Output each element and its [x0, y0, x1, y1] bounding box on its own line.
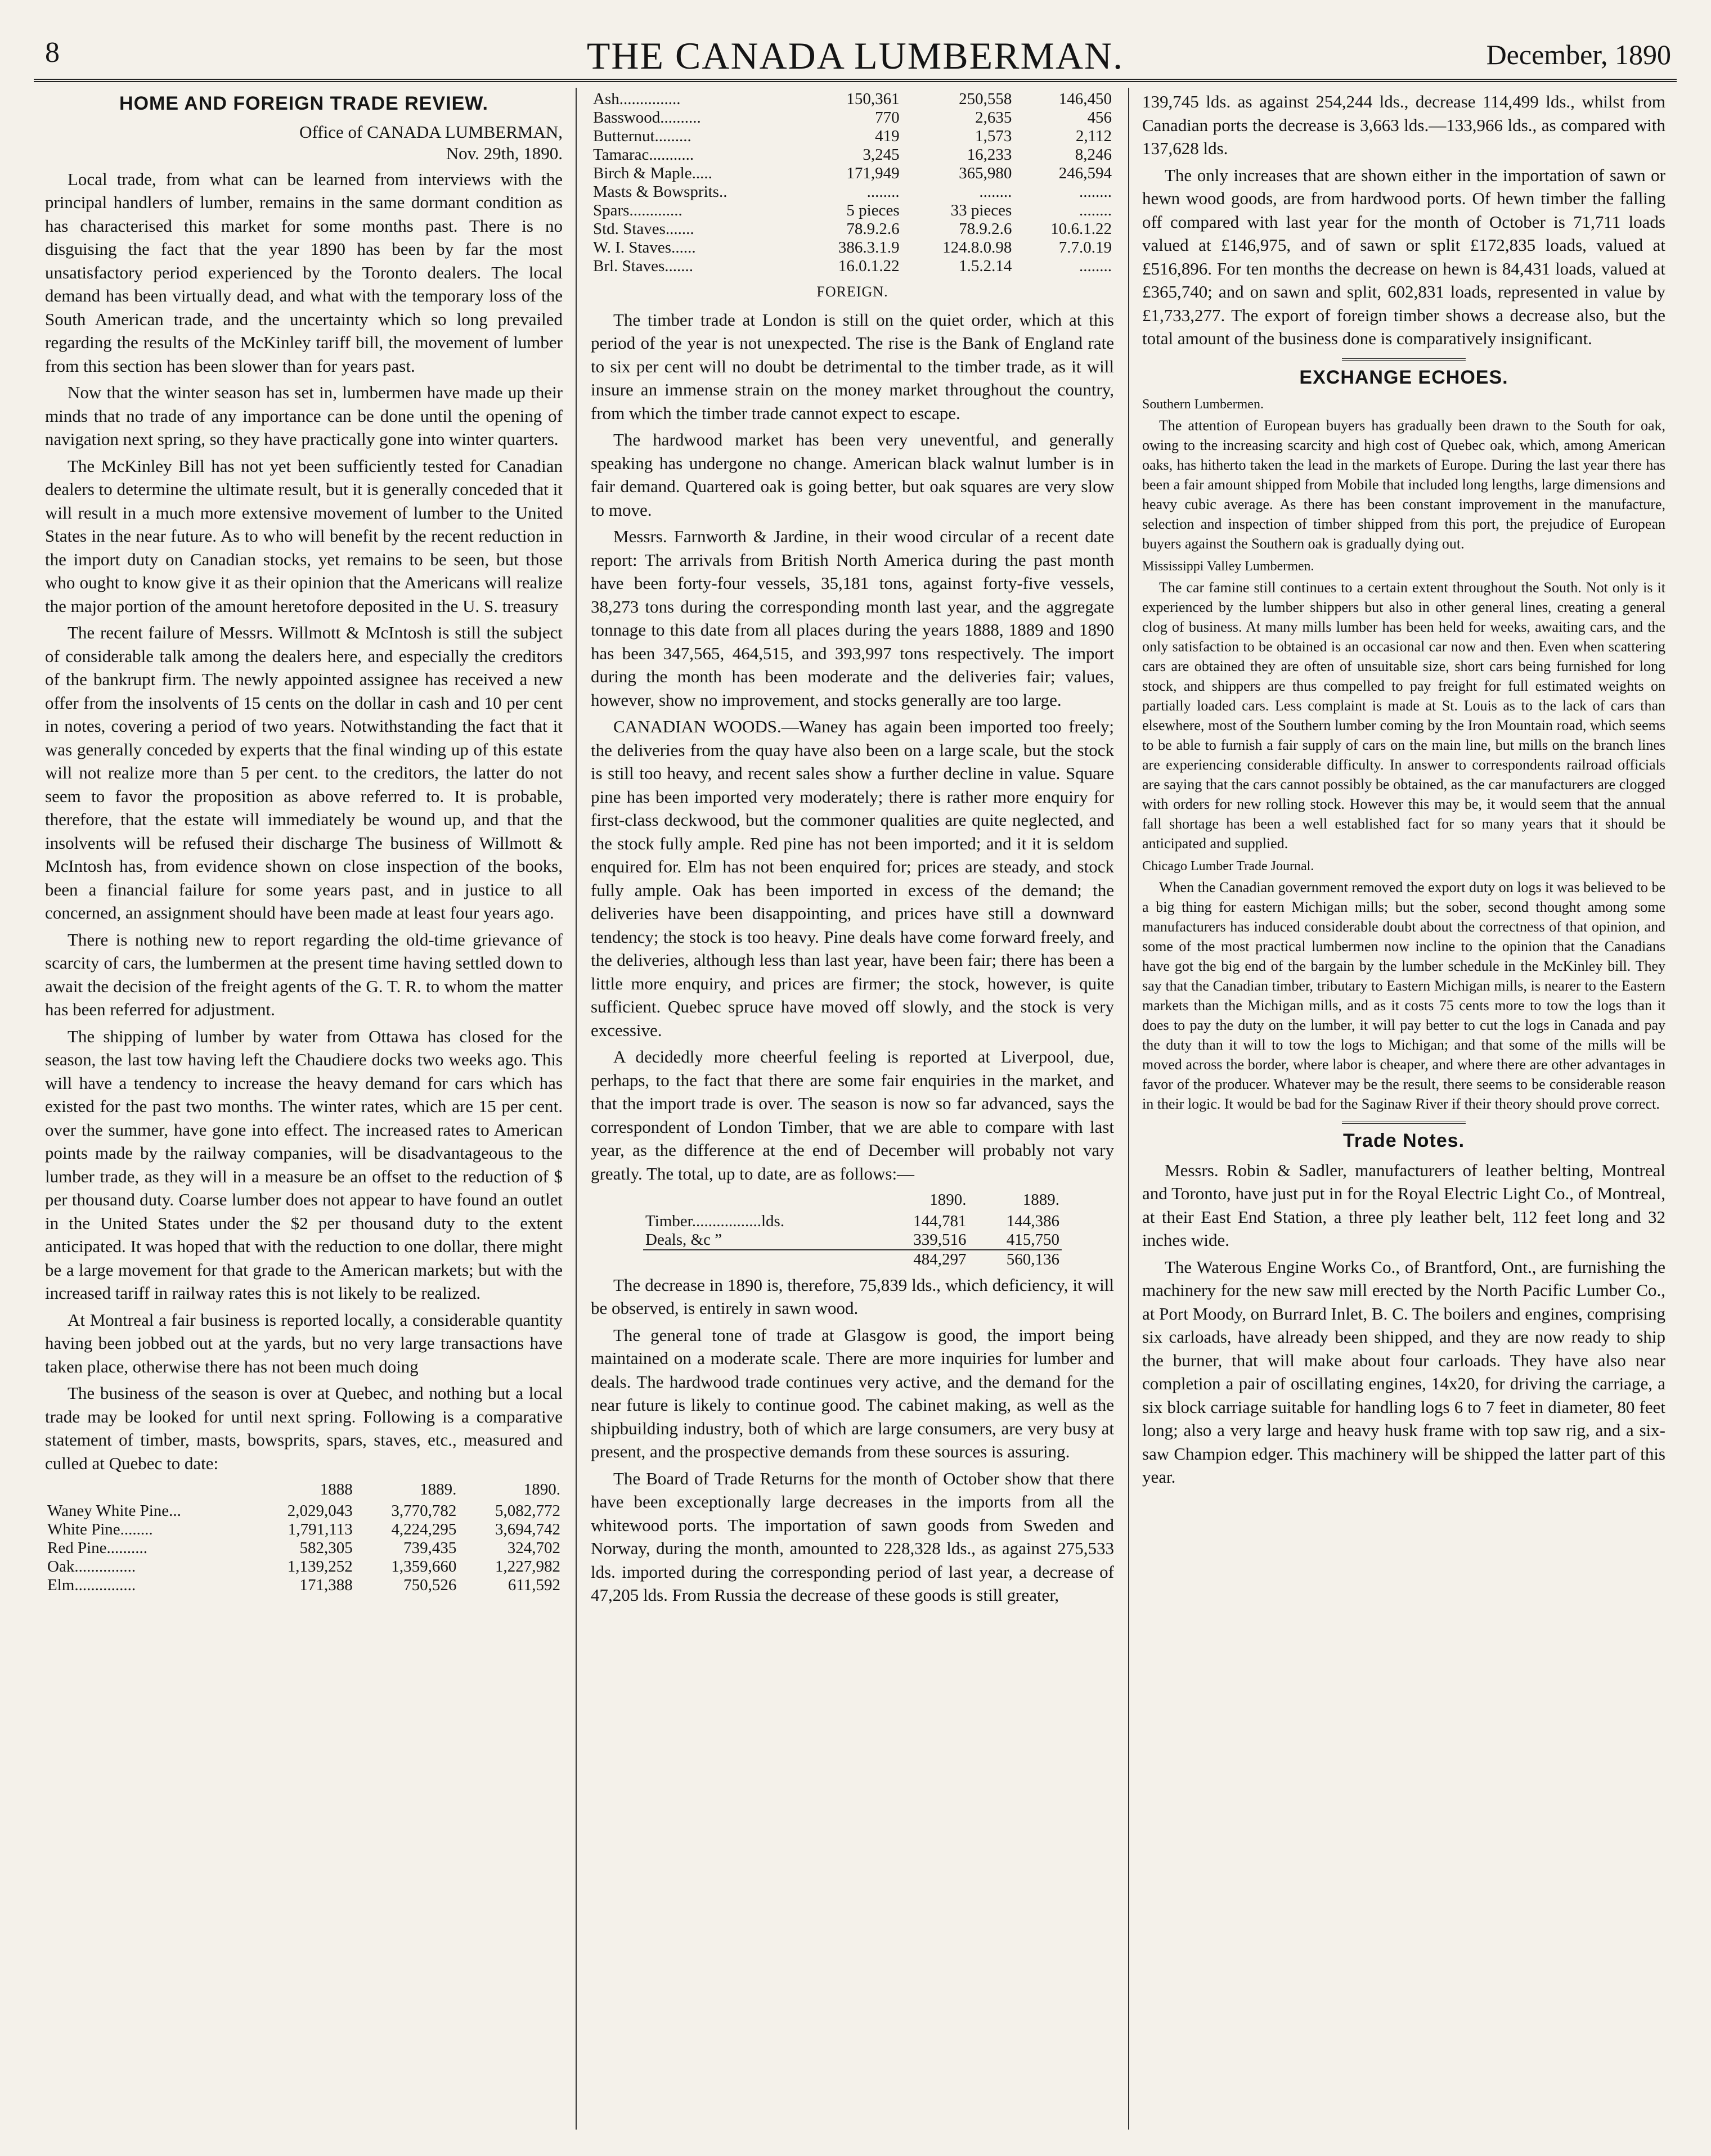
table-row: Timber.................lds. 144,781 144,386	[645, 1212, 1059, 1230]
table-header-row: 1890. 1889.	[929, 1191, 1059, 1209]
newspaper-title: THE CANADA LUMBERMAN.	[586, 34, 1124, 77]
section-heading-foreign: FOREIGN.	[816, 283, 888, 300]
paragraph: The decrease in 1890 is, therefore, 75,839 lds., which deficiency, it will be observed, is entirely in sawn wood.	[591, 1275, 1114, 1318]
paragraph: The recent failure of Messrs. Willmott & McIntosh is still the subject of considerable talk among the dealers here, and especially the creditors of the bankrupt firm. The newly appointed assignee has received a new offer from the insolvents of 15 cents on the dollar in cash and 10 per cent in notes, covering a period of two years. Notwithstanding the fact that it was generally conceded by experts that the final winding up of this estate will not realize more than 5 per cent. to the creditors, the latter do not seem to favor the proposition as above referred to. It is probable, therefore, that the estate will immediately be wound up, and that the insolvents will be refused their discharge The business of Willmott & McIntosh has, from evidence shown on close inspection of the books, been a financial failure for some years past, and in justice to all concerned, an assignment should have been made at least four years ago.	[45, 623, 563, 922]
paragraph: The business of the season is over at Quebec, and nothing but a local trade may be looked for until next spring. Following is a comparative statement of timber, masts, bowsprits, spars, staves, etc., measured and culled at Quebec to date:	[45, 1383, 563, 1473]
table-row: Basswood.......... 770 2,635 456	[593, 109, 1112, 127]
paragraph: At Montreal a fair business is reported locally, a considerable quantity having been jobbed out at the yards, but no very large transactions have taken place, otherwise there has not been much doing	[45, 1309, 563, 1376]
table-header-row: 1888 1889. 1890.	[320, 1480, 560, 1498]
page-number: 8	[45, 37, 60, 69]
column-rule	[576, 88, 577, 2130]
column-rule	[1128, 88, 1129, 2130]
paragraph: A decidedly more cheerful feeling is reported at Liverpool, due, perhaps, to the fact that there are some fair enquiries in the market, and that the import trade is over. The season is now so far advanced, says the correspondent of London Timber, that we are able to compare with last year, as the difference at the end of December will probably not vary greatly. The total, up to date, are as follows:—	[591, 1047, 1114, 1183]
table-row: Spars............. 5 pieces 33 pieces ........	[593, 201, 1112, 219]
source-label: Southern Lumbermen.	[1142, 397, 1264, 412]
paragraph: When the Canadian government removed the export duty on logs it was believed to be a big thing for eastern Michigan mills; but the sober, second thought among some manufacturers has induced considerable doubt about the correctness of that opinion, and some of the most practical lumbermen now incline to the opinion that the Canadians have got the big end of the bargain by the lumber schedule in the McKinley bill. They say that the Canadian timber, tributary to Eastern Michigan mills, is nearer to the Eastern markets than the Michigan mills, and as it costs 75 cents more to tow the logs than it does to pay the duty on the lumber, it will pay better to cut the logs in Canada and pay the duty than it will to tow the logs to Michigan; and that some of the mills will be moved across the border, where labor is cheaper, and where there are other advantages in favor of the producer. Whatever may be the result, there seems to be considerable reason in their logic. It would be bad for the Saginaw River if their theory should prove correct.	[1142, 879, 1665, 1112]
paragraph: Now that the winter season has set in, lumbermen have made up their minds that no trade of any importance can be done until the opening of navigation next spring, so they have practically gone into winter quarters.	[45, 382, 563, 449]
paragraph: The attention of European buyers has gradually been drawn to the South for oak, owing to the increasing scarcity and high cost of Quebec oak, which, among American oaks, has hitherto taken the lead in the markets of Europe. During the last year there has been a fair amount shipped from Mobile that included long lengths, large dimensions and heavy cubic average. As there has been constant improvement in the manufacture, selection and inspection of timber shipped from this port, the prejudice of European buyers against the Southern oak is gradually dying out.	[1142, 417, 1665, 552]
paragraph: CANADIAN WOODS.—Waney has again been imported too freely; the deliveries from the quay have also been on a large scale, but the stock is still too heavy, and recent sales show a further decline in value. Square pine has been imported very moderately; there is rather more enquiry for first-class deckwood, but the commoner qualities are quite neglected, and the stock fully ample. Red pine has not been imported; and it it is seldom enquired for. Elm has not been enquired for; prices are steady, and stock fully ample. Oak has been imported in excess of the demand; the deliveries have been disappointing, and prices have still a downward tendency; the stock is too heavy. Pine deals have come forward freely, and the deliveries, although less than last year, have been fair; there has been a little more enquiry, and prices are firmer; the stock, however, is quite sufficient. Quebec spruce have moved off slowly, and the stock is very excessive.	[591, 717, 1114, 1040]
paragraph: The shipping of lumber by water from Ottawa has closed for the season, the last tow having left the Chaudiere docks two weeks ago. This will have a tendency to increase the heavy demand for cars which has existed for the past two months. The winter rates, which are 15 per cent. over the summer, have gone into effect. The increased rates to American points made by the railway companies, will be disadvantageous to the lumber trade, as they will in a measure be an offset to the reduction of $ per thousand duty. Coarse lumber does not appear to have found an outlet in the United States under the $2 per thousand duty to the extent anticipated. It was hoped that with the reduction to one dollar, there might be a large movement for that grade to the American markets; but with the increased tariff in railway rates this is not likely to be realized.	[45, 1026, 563, 1303]
paragraph: There is nothing new to report regarding the old-time grievance of scarcity of cars, the lumbermen at the present time having settled down to await the decision of the freight agents of the G. T. R. to whom the matter has been referred for adjustment.	[45, 929, 563, 1019]
issue-date: December, 1890	[1486, 39, 1671, 70]
section-heading-exchange: EXCHANGE ECHOES.	[1299, 366, 1508, 388]
table-row: Elm............... 171,388 750,526 611,592	[47, 1576, 560, 1594]
section-heading-trade-notes: Trade Notes.	[1342, 1130, 1465, 1151]
office-dateline: Office of CANADA LUMBERMAN, Nov. 29th, 1890.	[299, 121, 563, 163]
table-row: Waney White Pine... 2,029,043 3,770,782 5,082,772	[47, 1501, 560, 1520]
paragraph: The only increases that are shown either in the importation of sawn or hewn wood goods, are from hardwood ports. Of hewn timber the falling off compared with last year for the month of October is 71,711 loads valued at £146,975, and of sawn or split £172,835 loads, valued at £516,896. For ten months the decrease on hewn is 84,431 loads, valued at £365,740; and on sawn and split, 602,831 loads, represented in value by £1,733,277. The export of foreign timber shows a decrease also, but the total amount of the business done is comparatively insignificant.	[1142, 165, 1665, 348]
table-row: Birch & Maple..... 171,949 365,980 246,594	[593, 164, 1112, 182]
table-row: White Pine........ 1,791,113 4,224,295 3,694,742	[47, 1520, 560, 1538]
quebec-statement-table-continued	[591, 90, 1114, 276]
exchange-echoes	[1142, 395, 1665, 1114]
paragraph: The McKinley Bill has not yet been sufficiently tested for Canadian dealers to determine the ultimate result, but it is generally conceded that it will result in a much more extensive movement of lumber to the United States in the near future. As to who will benefit by the recent reduction in the import duty on Canadian stocks, yet remains to be seen, but those who ought to know give it as their opinion that the Americans will realize the major portion of the amount heretofore deposited in the U. S. treasury	[45, 456, 563, 616]
section-divider	[1342, 358, 1466, 361]
paragraph: Local trade, from what can be learned from interviews with the principal handlers of lumber, remains in the same dormant condition as has characterised this market for some months past. There is no disguising the fact that the year 1890 has been by far the most unsatisfactory period experienced by the Toronto dealers. The local demand has been virtually dead, and what with the temporary loss of the South American trade, and the uncertainty which so long prevailed regarding the results of the McKinley tariff bill, the movement of lumber from this section has been slower than for years past.	[45, 169, 563, 376]
table-total-row: 484,297 560,136	[643, 1250, 1062, 1269]
table-row: Masts & Bowsprits.. ........ ........ ........	[593, 183, 1112, 201]
table-row: Std. Staves....... 78.9.2.6 78.9.2.6 10.6.1.22	[593, 220, 1112, 238]
section-divider	[1342, 1122, 1466, 1124]
table-row: Ash............... 150,361 250,558 146,450	[593, 90, 1112, 108]
table-row: Butternut......... 419 1,573 2,112	[593, 127, 1112, 145]
table-row: W. I. Staves...... 386.3.1.9 124.8.0.98 7.7.0.19	[593, 238, 1112, 256]
paragraph: The hardwood market has been very uneventful, and generally speaking has undergone no change. American black walnut lumber is in fair demand. Quartered oak is going better, but oak squares are very slow to move.	[591, 430, 1114, 520]
column-1	[45, 90, 563, 2126]
table-row: Tamarac........... 3,245 16,233 8,246	[593, 146, 1112, 164]
table-row: Oak............... 1,139,252 1,359,660 1,227,982	[47, 1557, 560, 1576]
quebec-statement-table	[45, 1478, 563, 1595]
paragraph: The Board of Trade Returns for the month of October show that there have been exceptionally large decreases in the imports from all the whitewood ports. The importation of sawn goods from Sweden and Norway, during the month, amounted to 228,328 lds., as against 275,533 lds. imported during the corresponding period of last year, a decrease of 47,205 lds. From Russia the decrease of these goods is still greater,	[591, 1468, 1114, 1605]
liverpool-totals-table	[643, 1189, 1062, 1269]
paragraph: 139,745 lds. as against 254,244 lds., decrease 114,499 lds., whilst from Canadian ports the decrease is 3,663 lds.—133,966 lds., as compared with 137,628 lds.	[1142, 92, 1665, 158]
source-label: Mississippi Valley Lumbermen.	[1142, 559, 1314, 574]
paragraph: Messrs. Farnworth & Jardine, in their wood circular of a recent date report: The arrivals from British North America during the past month have been forty-four vessels, 35,181 tons, against forty-five vessels, 38,273 tons during the corresponding month last year, and the aggregate tonnage to this date from all places during the years 1888, 1889 and 1890 has been 347,565, 464,515, and 393,997 tons respectively. The import during the month has been moderate and the deliveries fair; values, however, show no improvement, and stocks generally are too large.	[591, 526, 1114, 710]
paragraph: The timber trade at London is still on the quiet order, which at this period of the year is not unexpected. The rise is the Bank of England rate to six per cent will no doubt be detrimental to the timber trade, as it will insure an immense strain on the money market throughout the country, from which the timber trade cannot expect to escape.	[591, 309, 1114, 423]
paragraph: The car famine still continues to a certain extent throughout the South. Not only is it experienced by the lumber shippers but also in other general lines, creating a general clog of business. At many mills lumber has been held for weeks, awaiting cars, and the only satisfaction to be obtained is an occasional car now and then. Even when scattering cars are obtained they are often of unsuitable size, short cars being furnished for long stock, and shippers are thus compelled to pay freight for full estimated weights on partially loaded cars. Less complaint is made at St. Louis as to the lack of cars than elsewhere, most of the Southern lumber coming by the Iron Mountain road, which seems to be able to furnish a fair supply of cars on the main line, but mills on the branch lines are experiencing considerable difficulty. In answer to correspondents railroad officials are saying that the cars cannot possibly be obtained, as the car manufacturers are clogged with orders for new rolling stock. However this may be, it would seem that the annual fall shortage has been a well established fact for so many years that it should be anticipated and supplied.	[1142, 579, 1665, 852]
paragraph: The Waterous Engine Works Co., of Brantford, Ont., are furnishing the machinery for the new saw mill erected by the North Pacific Lumber Co., at Port Moody, on Burrard Inlet, B. C. The boilers and engines, comprising six carloads, have already been shipped, and they are now ready to ship the burner, that will make about four carloads. They have also near completion a pair of oscillating engines, 14x20, for driving the carriage, a six block carriage suitable for handling logs 6 to 7 feet in diameter, 80 feet long; also a very large and heavy husk frame with top saw rig, and a six-saw Champion edger. This machinery will be shipped the latter part of this year.	[1142, 1257, 1665, 1487]
paragraph: The general tone of trade at Glasgow is good, the import being maintained on a moderate scale. There are more inquiries for lumber and deals. The hardwood trade continues very active, and the demand for the near future is likely to continue good. The cabinet making, as well as the shipbuilding industry, both of which are large consumers, are very busy at present, and the prospective demands from these sources is assuring.	[591, 1325, 1114, 1461]
article-heading: HOME AND FOREIGN TRADE REVIEW.	[119, 93, 488, 114]
table-row: Deals, &c ” 339,516 415,750	[645, 1230, 1059, 1249]
table-row: Brl. Staves....... 16.0.1.22 1.5.2.14 ........	[593, 257, 1112, 275]
newspaper-page	[34, 34, 1677, 2137]
paragraph: Messrs. Robin & Sadler, manufacturers of leather belting, Montreal and Toronto, have just put in for the Royal Electric Light Co., of Montreal, at their East End Station, a three ply leather belt, 112 feet long and 32 inches wide.	[1142, 1160, 1665, 1250]
source-label: Chicago Lumber Trade Journal.	[1142, 859, 1314, 874]
column-2	[591, 90, 1114, 2126]
masthead	[34, 34, 1677, 82]
table-row: Red Pine.......... 582,305 739,435 324,702	[47, 1538, 560, 1557]
column-3	[1142, 90, 1665, 2126]
